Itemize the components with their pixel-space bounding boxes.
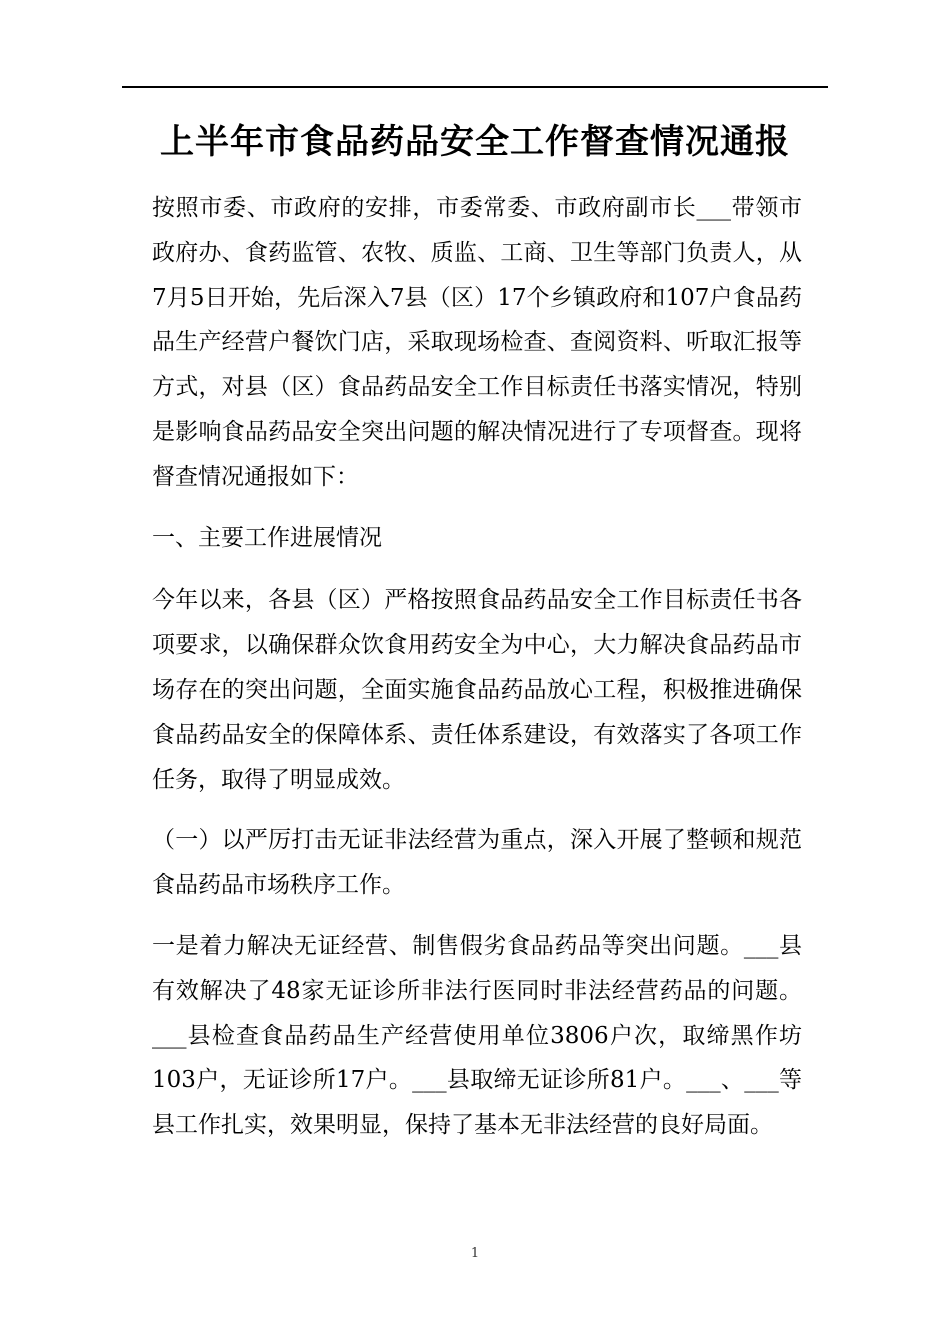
section-heading: 一、主要工作进展情况 <box>152 524 382 551</box>
paragraph-overview: 今年以来，各县（区）严格按照食品药品安全工作目标责任书各项要求，以确保群众饮食用药安全为中心，大力解决食品药品市场存在的突出问题，全面实施食品药品放心工程，积极推进确保食品药品安全的保障体系、责任体系建设，有效落实了各项工作任务，取得了明显成效。 <box>152 587 802 793</box>
paragraph-intro: 按照市委、市政府的安排，市委常委、市政府副市长___带领市政府办、食药监管、农牧、质监、工商、卫生等部门负责人，从7月5日开始，先后深入7县（区）17个乡镇政府和107户食品药品生产经营户餐饮门店，采取现场检查、查阅资料、听取汇报等方式，对县（区）食品药品安全工作目标责任书落实情况，特别是影响食品药品安全突出问题的解决情况进行了专项督查。现将督查情况通报如下： <box>152 195 802 490</box>
header-rule <box>122 86 828 88</box>
document-body <box>152 186 802 1164</box>
subsection-heading: （一）以严厉打击无证非法经营为重点，深入开展了整顿和规范食品药品市场秩序工作。 <box>152 827 802 899</box>
paragraph-point-one: 一是着力解决无证经营、制售假劣食品药品等突出问题。___县有效解决了48家无证诊所非法行医同时非法经营药品的问题。___县检查食品药品生产经营使用单位3806户次，取缔黑作坊103户，无证诊所17户。___县取缔无证诊所81户。___、___等县工作扎实，效果明显，保持了基本无非法经营的良好局面。 <box>152 932 802 1139</box>
page-number: 1 <box>470 1246 480 1261</box>
document-title: 上半年市食品药品安全工作督查情况通报 <box>160 121 790 162</box>
